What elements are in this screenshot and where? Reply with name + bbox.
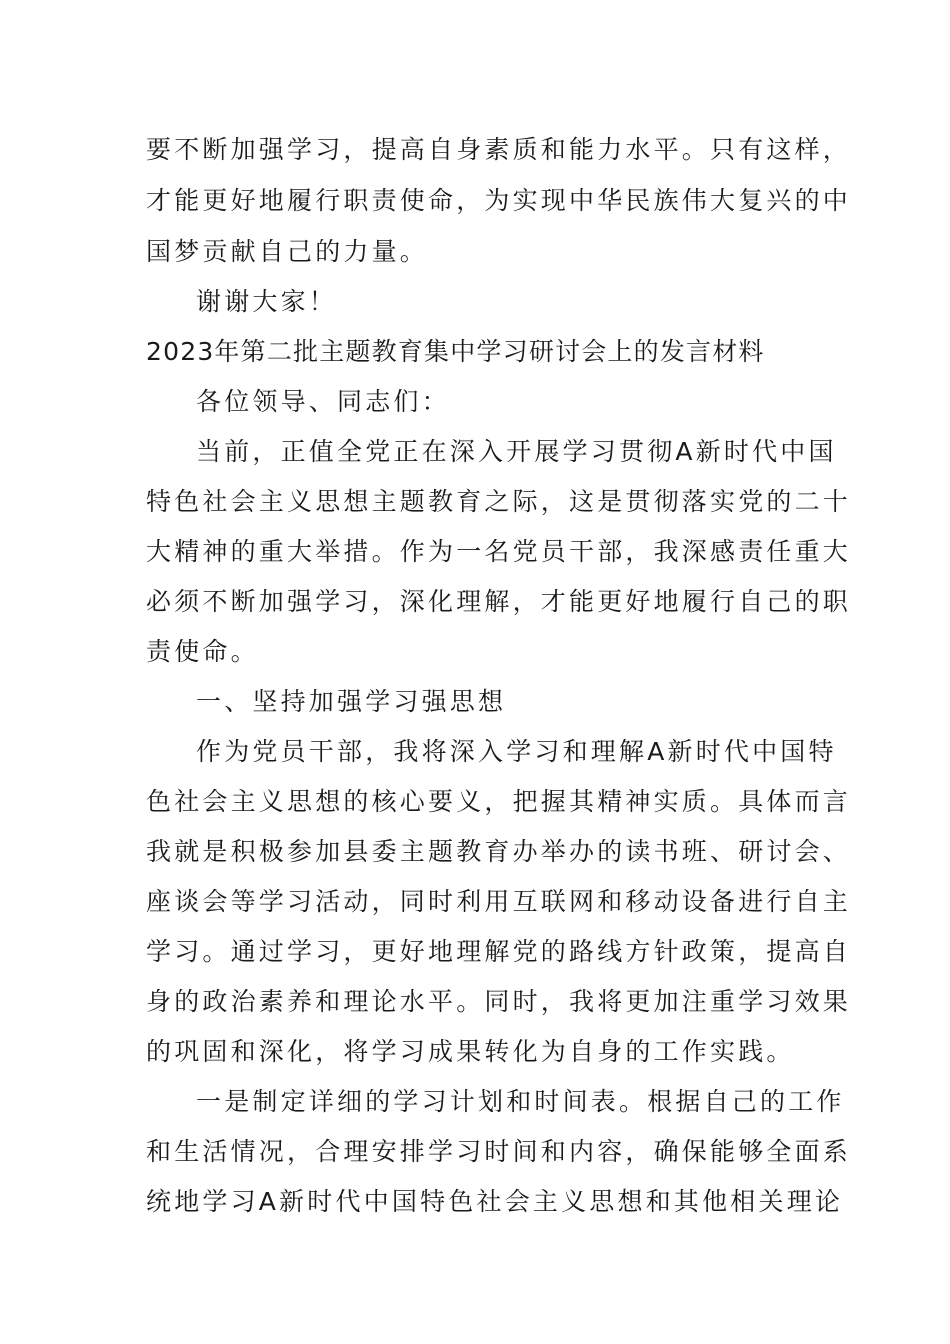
body-text-line: 学习。通过学习，更好地理解党的路线方针政策，提高自	[146, 937, 852, 966]
body-text-line: 色社会主义思想的核心要义，把握其精神实质。具体而言	[146, 787, 852, 816]
body-text-line: 责使命。	[146, 637, 259, 666]
body-text-line: 要不断加强学习，提高自身素质和能力水平。只有这样，	[146, 135, 852, 164]
closing-remark: 谢谢大家！	[196, 287, 338, 316]
body-text-line: 身的政治素养和理论水平。同时，我将更加注重学习效果	[146, 987, 852, 1016]
section-heading: 一、坚持加强学习强思想	[196, 687, 507, 716]
body-text-line: 和生活情况，合理安排学习时间和内容，确保能够全面系	[146, 1137, 852, 1166]
body-text-line: 必须不断加强学习，深化理解，才能更好地履行自己的职	[146, 587, 852, 616]
body-text-line: 大精神的重大举措。作为一名党员干部，我深感责任重大	[146, 537, 852, 566]
document-title: 2023年第二批主题教育集中学习研讨会上的发言材料	[146, 337, 765, 366]
body-text-line: 当前，正值全党正在深入开展学习贯彻A新时代中国	[196, 437, 837, 466]
body-text-line: 才能更好地履行职责使命，为实现中华民族伟大复兴的中	[146, 186, 852, 215]
body-text-line: 的巩固和深化，将学习成果转化为自身的工作实践。	[146, 1037, 795, 1066]
body-text-line: 一是制定详细的学习计划和时间表。根据自己的工作	[196, 1087, 845, 1116]
body-text-line: 作为党员干部，我将深入学习和理解A新时代中国特	[196, 737, 837, 766]
body-text-line: 特色社会主义思想主题教育之际，这是贯彻落实党的二十	[146, 487, 852, 516]
body-text-line: 国梦贡献自己的力量。	[146, 237, 429, 266]
body-text-line: 座谈会等学习活动，同时利用互联网和移动设备进行自主	[146, 887, 852, 916]
body-text-line: 统地学习A新时代中国特色社会主义思想和其他相关理论	[146, 1187, 844, 1216]
body-text-line: 我就是积极参加县委主题教育办举办的读书班、研讨会、	[146, 837, 852, 866]
salutation: 各位领导、同志们：	[196, 387, 450, 416]
